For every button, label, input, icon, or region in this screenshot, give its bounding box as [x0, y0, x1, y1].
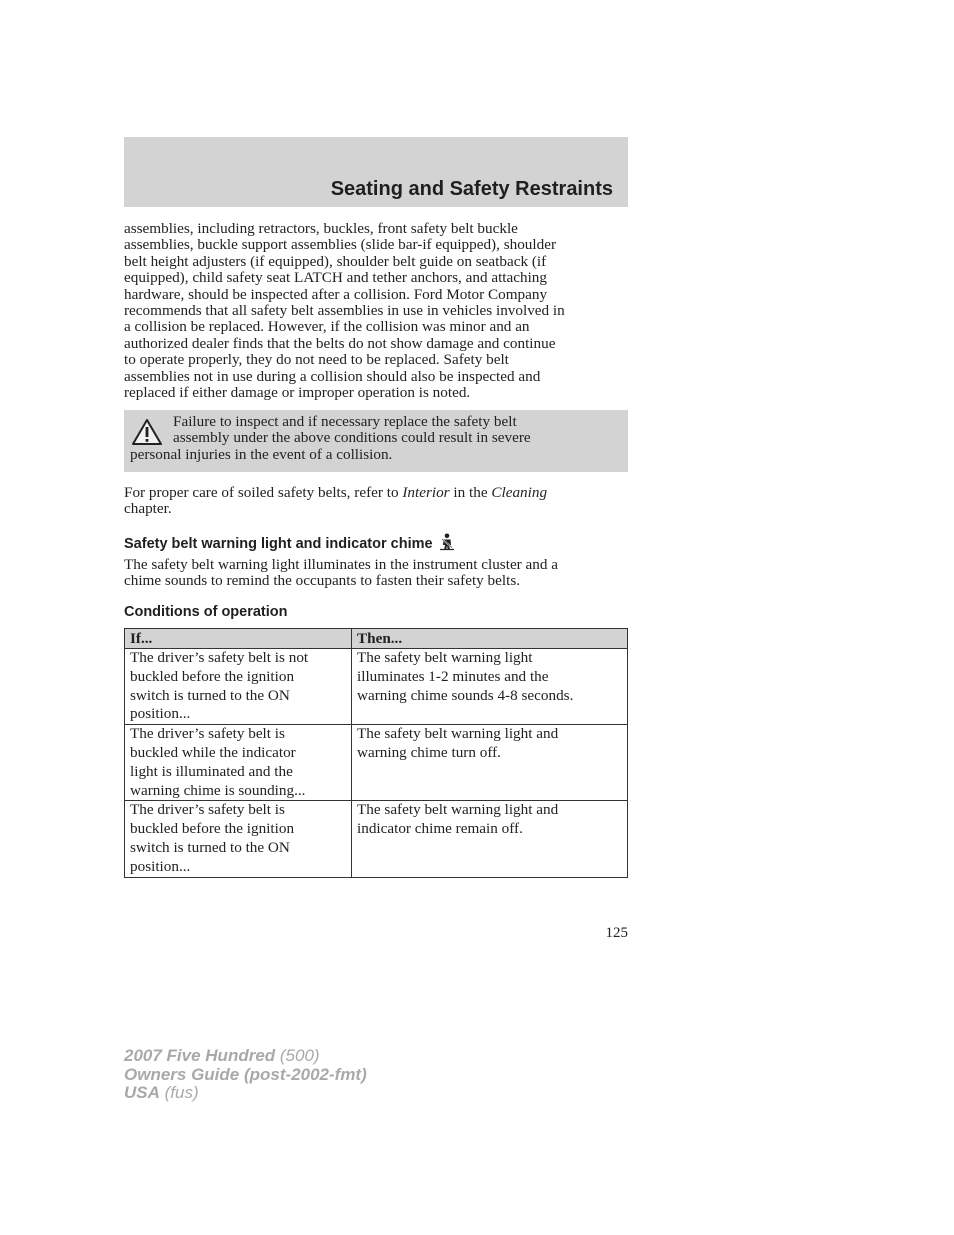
- cell-line: The safety belt warning light and: [357, 801, 559, 819]
- conditions-table: [124, 628, 628, 878]
- cell-line: warning chime sounds 4-8 seconds.: [357, 686, 574, 704]
- intro-line: recommends that all safety belt assemblies in use in vehicles involved in: [124, 302, 565, 320]
- section-warning-light-paragraph: [124, 557, 628, 590]
- page-title: Seating and Safety Restraints: [330, 178, 613, 200]
- warning-text: [130, 414, 600, 463]
- seatbelt-icon: [439, 533, 455, 551]
- table-cell-then: [352, 725, 628, 801]
- footer-guide: Owners Guide (post-2002-fmt): [124, 1064, 367, 1084]
- table-cell-then: [352, 649, 628, 725]
- cell-line: warning chime is sounding...: [130, 781, 306, 799]
- section-heading-text: Safety belt warning light and indicator chime: [124, 536, 433, 552]
- cell-line: The safety belt warning light and: [357, 725, 559, 743]
- intro-line: assemblies, buckle support assemblies (slide bar-if equipped), shoulder: [124, 236, 557, 254]
- cell-line: buckled while the indicator: [130, 743, 296, 761]
- footer-region: USA: [124, 1083, 160, 1102]
- table-cell-if: [125, 801, 352, 877]
- cell-line: position...: [130, 705, 191, 723]
- footer-region-code: (fus): [159, 1083, 199, 1102]
- care-paragraph: [124, 485, 628, 518]
- cell-line: position...: [130, 857, 191, 875]
- table-row: [125, 649, 628, 725]
- page-number: 125: [605, 925, 628, 941]
- cell-line: switch is turned to the ON: [130, 838, 290, 856]
- table-cell-then: [352, 801, 628, 877]
- footer-model-code: (500): [275, 1046, 320, 1065]
- cell-line: switch is turned to the ON: [130, 686, 290, 704]
- warning-line: assembly under the above conditions could result in severe: [173, 429, 531, 447]
- intro-line: hardware, should be inspected after a collision. Ford Motor Company: [124, 285, 548, 303]
- cell-line: light is illuminated and the: [130, 762, 293, 780]
- warning-line: personal injuries in the event of a collision.: [130, 445, 393, 463]
- cell-line: indicator chime remain off.: [357, 820, 523, 838]
- intro-line: assemblies, including retractors, buckles, front safety belt buckle: [124, 220, 518, 237]
- cell-line: buckled before the ignition: [130, 667, 295, 685]
- care-text: For proper care of soiled safety belts, refer to: [124, 484, 403, 501]
- section-heading-warning-light: [124, 533, 455, 552]
- intro-line: belt height adjusters (if equipped), shoulder belt guide on seatback (if: [124, 252, 547, 270]
- table-row: [125, 725, 628, 801]
- intro-line: a collision be replaced. However, if the collision was minor and an: [124, 318, 530, 336]
- intro-line: assemblies not in use during a collision should also be inspected and: [124, 367, 541, 385]
- table-cell-if: [125, 649, 352, 725]
- table-header-row: [125, 629, 628, 649]
- table-row: [125, 801, 628, 877]
- cell-line: The safety belt warning light: [357, 649, 533, 666]
- cell-line: illuminates 1-2 minutes and the: [357, 667, 549, 685]
- intro-line: authorized dealer finds that the belts do not show damage and continue: [124, 334, 556, 352]
- section-text: The safety belt warning light illuminates in the instrument cluster and a: [124, 556, 559, 573]
- cell-line: The driver’s safety belt is: [130, 725, 285, 743]
- interior-reference: Interior: [402, 484, 450, 501]
- cleaning-reference: Cleaning: [491, 484, 548, 501]
- footer-model: 2007 Five Hundred: [124, 1046, 276, 1065]
- section-heading-conditions: Conditions of operation: [124, 604, 288, 620]
- intro-line: to operate properly, they do not need to be replaced. Safety belt: [124, 351, 509, 369]
- care-text: chapter.: [124, 500, 172, 518]
- warning-line: Failure to inspect and if necessary replace the safety belt: [173, 413, 517, 430]
- intro-paragraph: [124, 221, 628, 401]
- care-text: in the: [449, 484, 492, 501]
- cell-line: The driver’s safety belt is: [130, 801, 285, 819]
- column-header-if: If...: [125, 629, 352, 649]
- column-header-then: Then...: [352, 629, 628, 649]
- warning-box: [124, 410, 628, 472]
- intro-line: equipped), child safety seat LATCH and tether anchors, and attaching: [124, 269, 547, 287]
- section-text: chime sounds to remind the occupants to fasten their safety belts.: [124, 572, 521, 590]
- intro-line: replaced if either damage or improper operation is noted.: [124, 384, 471, 402]
- cell-line: buckled before the ignition: [130, 820, 295, 838]
- cell-line: warning chime turn off.: [357, 743, 501, 761]
- document-footer: [124, 1047, 367, 1103]
- table-cell-if: [125, 725, 352, 801]
- header-band: [124, 137, 628, 207]
- cell-line: The driver’s safety belt is not: [130, 649, 309, 666]
